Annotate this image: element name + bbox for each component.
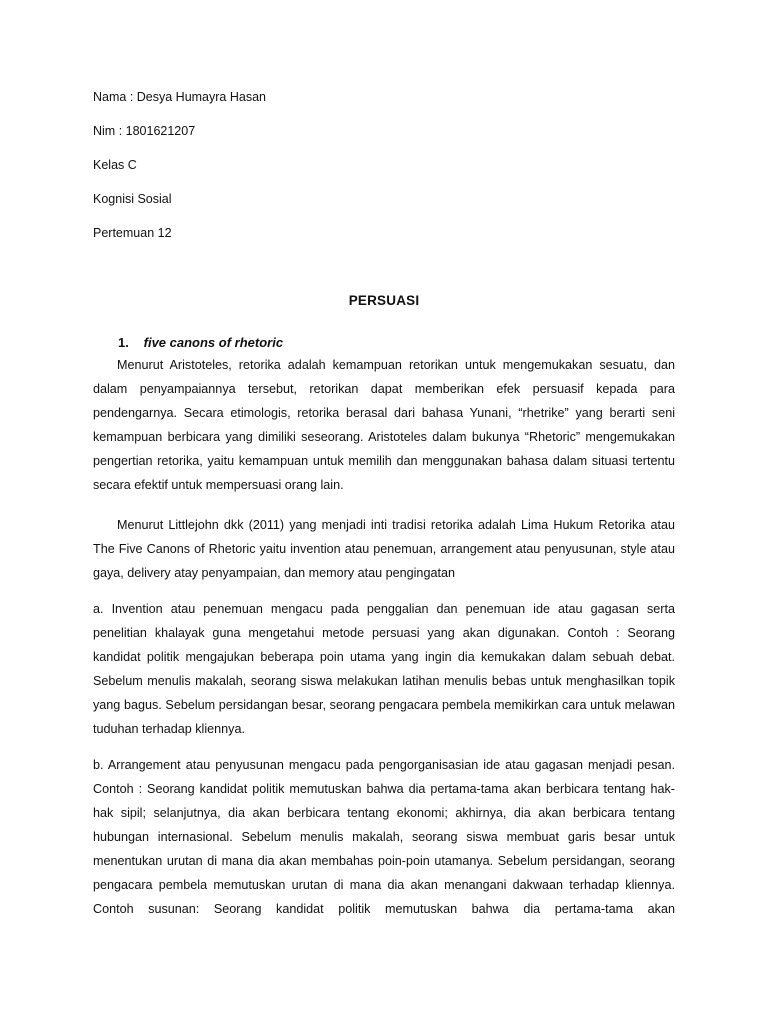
- section-title: five canons of rhetoric: [143, 335, 284, 350]
- paragraph-aristoteles: Menurut Aristoteles, retorika adalah kemampuan retorikan untuk mengemukakan sesuatu, dan dalam penyampaiannya tersebut, retorikan dapat memberikan efek persuasif kepada para pendengarnya. Secara etimologis, retorika berasal dari bahasa Yunani, “rhetrike” yang berarti seni kemampuan berbicara yang dimiliki seseorang. Aristoteles dalam bukunya “Rhetoric” mengemukakan pengertian retorika, yaitu kemampuan untuk memilih dan menggunakan bahasa dalam situasi tertentu secara efektif untuk mempersuasi orang lain.: [93, 358, 675, 492]
- document-title: PERSUASI: [348, 293, 420, 308]
- paragraph-arrangement: b. Arrangement atau penyusunan mengacu pada pengorganisasian ide atau gagasan menjadi pesan. Contoh : Seorang kandidat politik memutuskan bahwa dia pertama-tama akan berbicara tentang hak-hak sipil; selanjutnya, dia akan berbicara tentang ekonomi; akhirnya, dia akan berbicara tentang hubungan internasional. Sebelum menulis makalah, seorang siswa membuat garis besar untuk menentukan urutan di mana dia akan membahas poin-poin utamanya. Sebelum persidangan, seorang pengacara pembela memutuskan urutan di mana dia akan menangani dakwaan terhadap kliennya. Contoh susunan: Seorang kandidat politik memutuskan bahwa dia pertama-tama akan: [93, 758, 675, 916]
- subject-label: Kognisi Sosial: [93, 192, 172, 206]
- student-id: Nim : 1801621207: [93, 124, 196, 138]
- paragraph-invention: a. Invention atau penemuan mengacu pada penggalian dan penemuan ide atau gagasan serta penelitian khalayak guna mengetahui metode persuasi yang akan digunakan. Contoh : Seorang kandidat politik mengajukan beberapa poin utama yang ingin dia kemukakan dalam sebuah debat. Sebelum menulis makalah, seorang siswa melakukan latihan menulis bebas untuk menghasilkan topik yang bagus. Sebelum persidangan besar, seorang pengacara pembela memikirkan cara untuk melawan tuduhan terhadap kliennya.: [93, 602, 675, 736]
- student-name: Nama : Desya Humayra Hasan: [93, 90, 266, 104]
- paragraph-littlejohn: Menurut Littlejohn dkk (2011) yang menjadi inti tradisi retorika adalah Lima Hukum Retorika atau The Five Canons of Rhetoric yaitu invention atau penemuan, arrangement atau penyusunan, style atau gaya, delivery atay penyampaian, dan memory atau pengingatan: [93, 518, 675, 580]
- section-heading: [118, 334, 283, 352]
- meeting-label: Pertemuan 12: [93, 226, 172, 240]
- section-number: 1.: [118, 335, 129, 350]
- class-label: Kelas C: [93, 158, 137, 172]
